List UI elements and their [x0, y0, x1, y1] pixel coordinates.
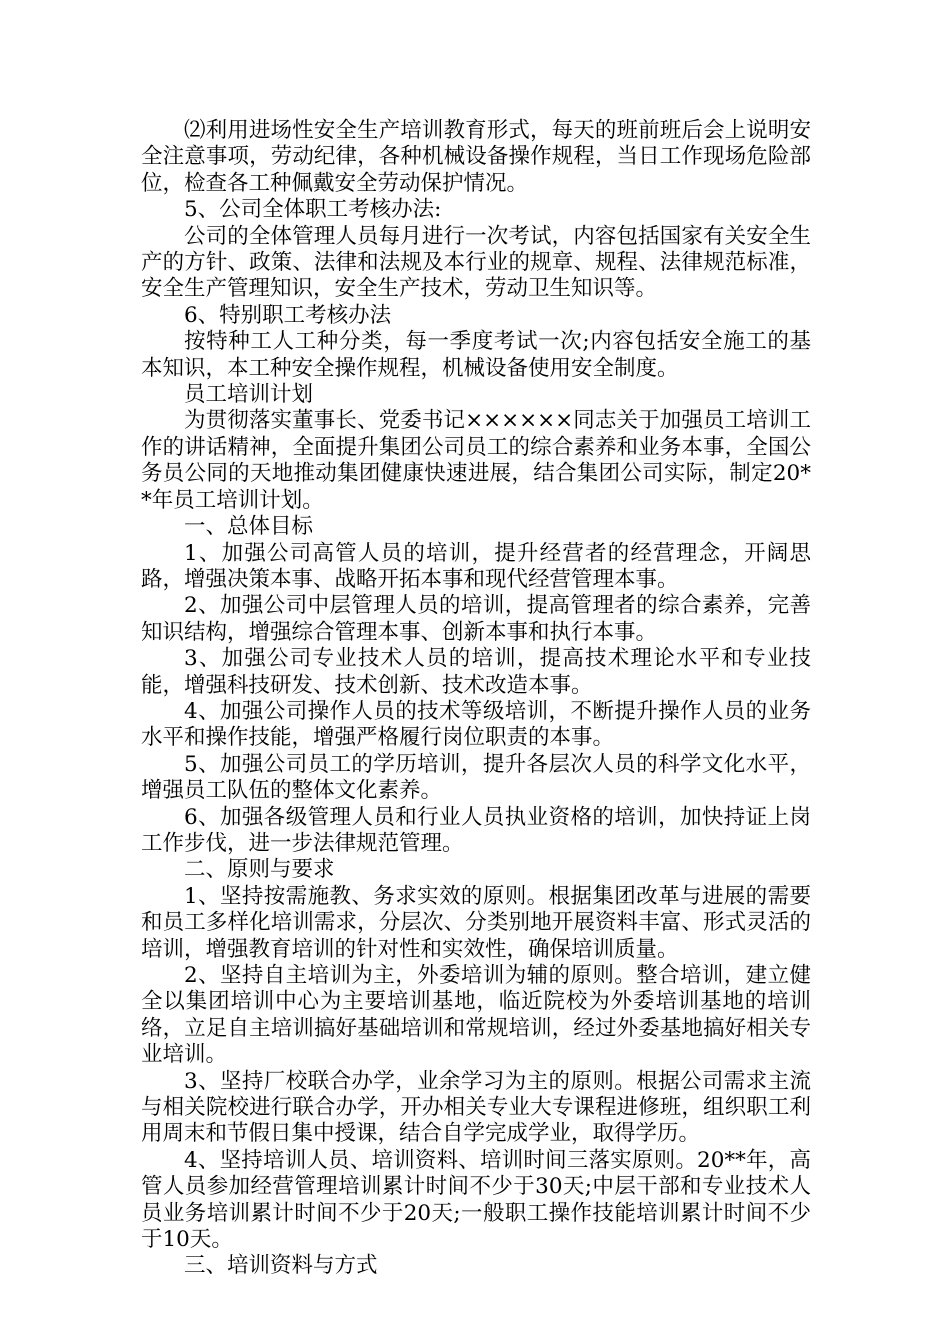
paragraph-principle-1: 1、坚持按需施教、务求实效的原则。根据集团改革与进展的需要和员工多样化培训需求，分层次、分类别地开展资料丰富、形式灵活的培训，增强教育培训的针对性和实效性，确保培训质量。 — [141, 883, 811, 962]
paragraph-principle-2: 2、坚持自主培训为主，外委培训为辅的原则。整合培训，建立健全以集团培训中心为主要培训基地，临近院校为外委培训基地的培训络，立足自主培训搞好基础培训和常规培训，经过外委基地搞好相关专业培训。 — [141, 963, 811, 1068]
paragraph-goal-4: 4、加强公司操作人员的技术等级培训，不断提升操作人员的业务水平和操作技能，增强严格履行岗位职责的本事。 — [141, 698, 811, 751]
paragraph-goal-6: 6、加强各级管理人员和行业人员执业资格的培训，加快持证上岗工作步伐，进一步法律规范管理。 — [141, 804, 811, 856]
paragraph-staff-assessment: 公司的全体管理人员每月进行一次考试，内容包括国家有关安全生产的方针、政策、法律和法规及本行业的规章、规程、法律规范标准，安全生产管理知识，安全生产技术，劳动卫生知识等。 — [141, 223, 811, 302]
heading-staff-assessment: 5、公司全体职工考核办法: — [184, 197, 442, 223]
paragraph-goal-3: 3、加强公司专业技术人员的培训，提高技术理论水平和专业技能，增强科技研发、技术创新、技术改造本事。 — [141, 646, 811, 698]
heading-special-staff-assessment: 6、特别职工考核办法 — [184, 302, 392, 328]
paragraph-goal-1: 1、加强公司高管人员的培训，提升经营者的经营理念，开阔思路，增强决策本事、战略开拓本事和现代经营管理本事。 — [141, 540, 811, 592]
paragraph-principle-4: 4、坚持培训人员、培训资料、培训时间三落实原则。20**年，高管人员参加经营管理培训累计时间不少于30天;中层干部和专业技术人员业务培训累计时间不少于20天;一般职工操作技能培训累计时间不少于10天。 — [141, 1147, 811, 1253]
heading-training-content: 三、培训资料与方式 — [184, 1253, 378, 1279]
document-body — [141, 118, 811, 1280]
heading-overall-goals: 一、总体目标 — [184, 514, 314, 540]
paragraph-safety-training-form: ⑵利用进场性安全生产培训教育形式，每天的班前班后会上说明安全注意事项，劳动纪律，各种机械设备操作规程，当日工作现场危险部位，检查各工种佩戴安全劳动保护情况。 — [141, 118, 811, 196]
paragraph-goal-5: 5、加强公司员工的学历培训，提升各层次人员的科学文化水平，增强员工队伍的整体文化素养。 — [141, 751, 811, 804]
paragraph-goal-2: 2、加强公司中层管理人员的培训，提高管理者的综合素养，完善知识结构，增强综合管理本事、创新本事和执行本事。 — [141, 593, 811, 645]
paragraph-special-staff-assessment: 按特种工人工种分类，每一季度考试一次;内容包括安全施工的基本知识，本工种安全操作规程，机械设备使用安全制度。 — [141, 329, 811, 381]
heading-training-plan: 员工培训计划 — [184, 382, 314, 408]
heading-principles: 二、原则与要求 — [184, 857, 335, 883]
paragraph-training-plan-intro: 为贯彻落实董事长、党委书记××××××同志关于加强员工培训工作的讲话精神，全面提升集团公司员工的综合素养和业务本事，全国公务员公同的天地推动集团健康快速进展，结合集团公司实际，制定20**年员工培训计划。 — [141, 408, 811, 513]
paragraph-principle-3: 3、坚持厂校联合办学，业余学习为主的原则。根据公司需求主流与相关院校进行联合办学，开办相关专业大专课程进修班，组织职工利用周末和节假日集中授课，结合自学完成学业，取得学历。 — [141, 1068, 811, 1147]
